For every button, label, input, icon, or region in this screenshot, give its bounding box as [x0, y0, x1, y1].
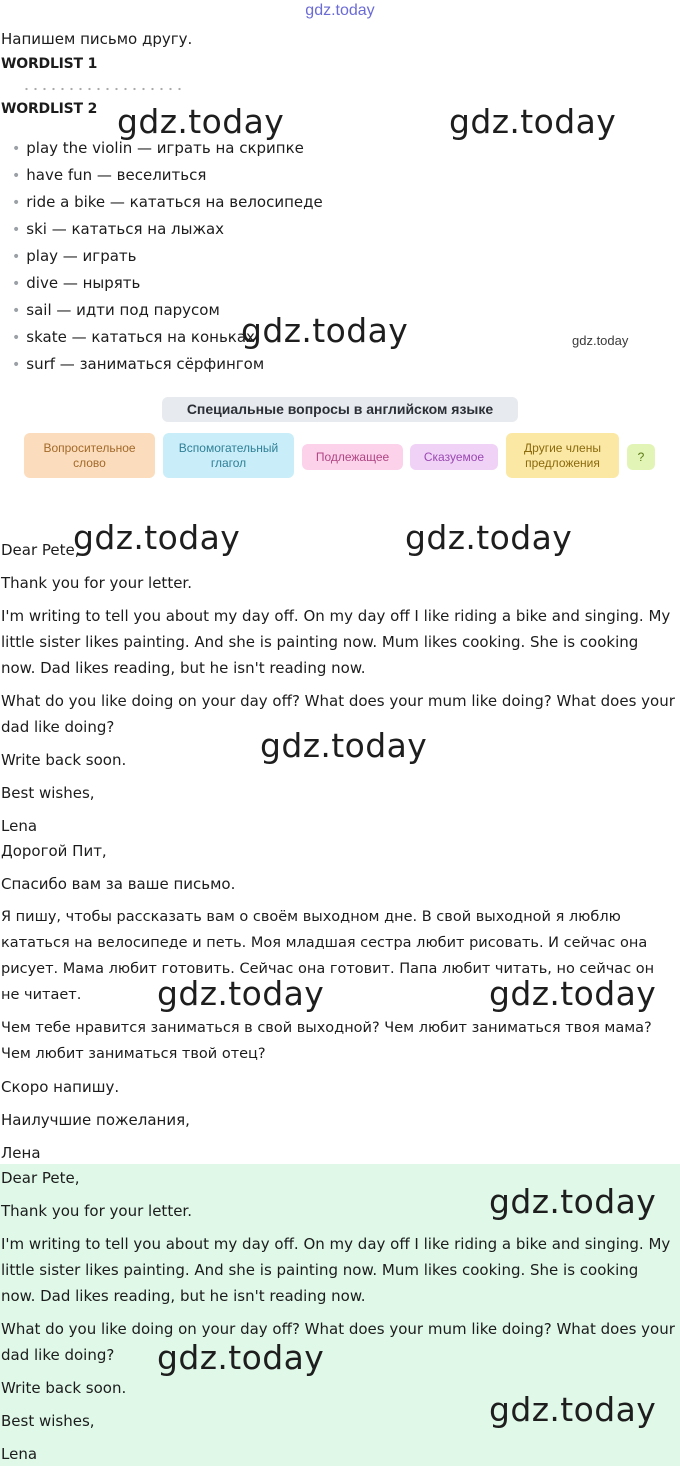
watermark: gdz.today	[449, 102, 617, 141]
wordlist-2-title: WORDLIST 2	[1, 101, 98, 117]
bullet-icon: •	[12, 357, 21, 373]
diagram-title: Специальные вопросы в английском языке	[162, 397, 518, 422]
letter-paragraph: Thank you for your letter.	[1, 574, 192, 592]
watermark: gdz.today	[489, 1390, 657, 1429]
letter-paragraph-ru: Я пишу, чтобы рассказать вам о своём выходном дне. В свой выходной я люблю кататься на велосипеде и петь. Моя младшая сестра любит рисовать. И сейчас она рисует. Мама любит готовить. Сейчас она готовит. Папа любит читать, но сейчас он не читает.	[1, 909, 655, 1003]
chip-predicate: Сказуемое	[410, 444, 498, 470]
letter-closing: Best wishes,	[1, 784, 95, 802]
list-item-text: sail — идти под парусом	[26, 301, 220, 319]
list-item-text: surf — заниматься сёрфингом	[26, 355, 265, 373]
watermark: gdz.today	[73, 518, 241, 557]
chip-question-word: Вопросительное слово	[24, 433, 155, 478]
bullet-icon: •	[12, 276, 21, 292]
letter-closing-ru: Наилучшие пожелания,	[1, 1111, 190, 1129]
list-item-text: ride a bike — кататься на велосипеде	[26, 193, 323, 211]
letter-greeting: Dear Pete,	[1, 541, 80, 559]
bullet-icon: •	[12, 249, 21, 265]
cropped-text-fragment	[22, 86, 182, 92]
answer-paragraph: Thank you for your letter.	[1, 1202, 192, 1220]
chip-auxiliary-verb: Вспомогательный глагол	[163, 433, 294, 478]
bullet-icon: •	[12, 222, 21, 238]
bullet-icon: •	[12, 141, 21, 157]
intro-text: Напишем письмо другу.	[1, 30, 193, 48]
watermark: gdz.today	[157, 1338, 325, 1377]
watermark: gdz.today	[489, 974, 657, 1013]
list-item-text: skate — кататься на коньках	[26, 328, 255, 346]
list-item-text: ski — кататься на лыжах	[26, 220, 225, 238]
answer-paragraph: I'm writing to tell you about my day off. On my day off I like riding a bike and singing. My little sister likes painting. And she is painting now. Mum likes cooking. She is cooking now. Dad likes reading, but he isn't reading now.	[1, 1235, 671, 1305]
letter-paragraph: What do you like doing on your day off? What does your mum like doing? What does your dad like doing?	[1, 692, 675, 736]
top-watermark: gdz.today	[305, 2, 375, 19]
wordlist-1-title: WORDLIST 1	[1, 56, 98, 72]
letter-paragraph-ru: Чем тебе нравится заниматься в свой выходной? Чем любит заниматься твоя мама? Чем любит заниматься твой отец?	[1, 1020, 652, 1062]
answer-paragraph: Write back soon.	[1, 1379, 127, 1397]
letter-paragraph-ru: Спасибо вам за ваше письмо.	[1, 875, 236, 893]
list-item	[12, 216, 323, 243]
watermark: gdz.today	[157, 974, 325, 1013]
letter-paragraph: I'm writing to tell you about my day off. On my day off I like riding a bike and singing. My little sister likes painting. And she is painting now. Mum likes cooking. She is cooking now. Dad likes reading, but he isn't reading now.	[1, 607, 671, 677]
answer-paragraph: What do you like doing on your day off? What does your mum like doing? What does your dad like doing?	[1, 1320, 675, 1364]
list-item-text: play the violin — играть на скрипке	[26, 139, 304, 157]
watermark: gdz.today	[117, 102, 285, 141]
chip-question-mark: ?	[627, 444, 655, 470]
bullet-icon: •	[12, 168, 21, 184]
watermark: gdz.today	[405, 518, 573, 557]
bullet-icon: •	[12, 195, 21, 211]
list-item-text: play — играть	[26, 247, 137, 265]
letter-signature-ru: Лена	[1, 1144, 41, 1162]
letter-greeting-ru: Дорогой Пит,	[1, 842, 107, 860]
list-item	[12, 162, 323, 189]
bullet-icon: •	[12, 330, 21, 346]
answer-closing: Best wishes,	[1, 1412, 95, 1430]
list-item-text: dive — нырять	[26, 274, 141, 292]
chip-subject: Подлежащее	[302, 444, 403, 470]
answer-signature: Lena	[1, 1445, 38, 1463]
list-item	[12, 270, 323, 297]
watermark-small: gdz.today	[572, 333, 629, 348]
list-item-text: have fun — веселиться	[26, 166, 207, 184]
letter-paragraph-ru: Скоро напишу.	[1, 1078, 120, 1096]
watermark: gdz.today	[489, 1182, 657, 1221]
list-item	[12, 351, 323, 378]
list-item	[12, 243, 323, 270]
letter-signature: Lena	[1, 817, 38, 835]
watermark: gdz.today	[241, 311, 409, 350]
chip-other-members: Другие члены предложения	[506, 433, 619, 478]
answer-greeting: Dear Pete,	[1, 1169, 80, 1187]
watermark: gdz.today	[260, 726, 428, 765]
list-item	[12, 189, 323, 216]
bullet-icon: •	[12, 303, 21, 319]
letter-paragraph: Write back soon.	[1, 751, 127, 769]
